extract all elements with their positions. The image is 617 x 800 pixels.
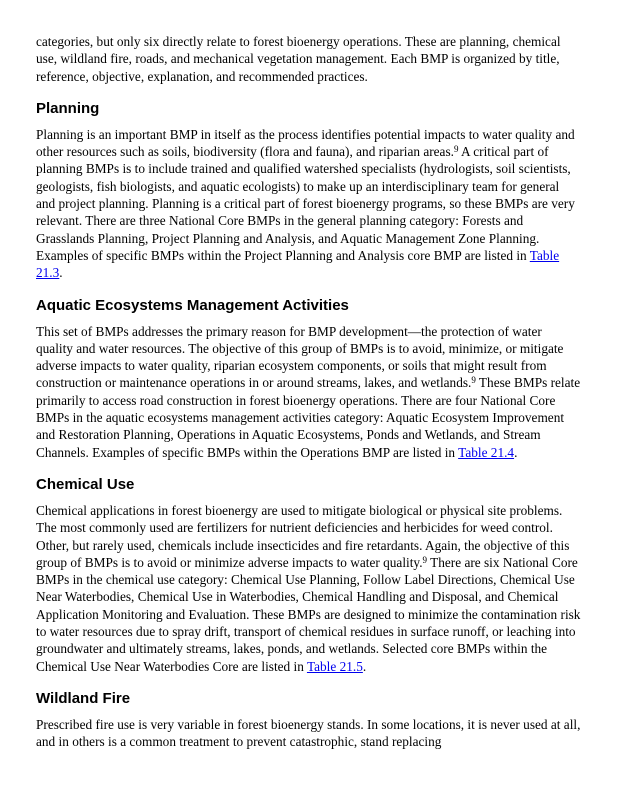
- table-21-5-link[interactable]: Table 21.5: [306, 658, 363, 674]
- aquatic-heading: Aquatic Ecosystems Management Activities: [36, 296, 349, 314]
- aquatic-text-3: .: [514, 444, 518, 460]
- footnote-ref-9: 9: [453, 144, 459, 155]
- aquatic-text-2: These BMPs relate primarily to access road construction in forest bioenergy operations. There are four National Core BMPs in the aquatic ecosystems management activities category: Aquatic Ecosystem Improvement and Restoration Planning, Operations in Aquatic Ecosystems, Ponds and Wetlands, and Stream Channels. Examples of specific BMPs within the Operations BMP are listed in: [36, 375, 581, 460]
- table-21-4-link[interactable]: Table 21.4: [458, 444, 515, 460]
- chemical-heading: Chemical Use: [36, 475, 135, 493]
- wildland-heading: Wildland Fire: [36, 689, 131, 707]
- table-21-3-link[interactable]: Table 21.3: [36, 247, 560, 281]
- footnote-ref-9: 9: [422, 554, 428, 565]
- chemical-text-1: Chemical applications in forest bioenergy are used to mitigate biological or physical site problems. The most commonly used are fertilizers for nutrient deficiencies and herbicides for weed control. Other, but rarely used, chemicals include insecticides and fire retardants. Again, the objective of this group of BMPs is to avoid or minimize adverse impacts to water quality.: [36, 502, 570, 570]
- planning-text-2: A critical part of planning BMPs is to include trained and qualified watershed specialists (hydrologists, soil scientists, geologists, fish biologists, and aquatic ecologists) to make up an interdisciplinary team for general and project planning. Planning is a critical part of forest bioenergy programs, so these BMPs are very relevant. There are three National Core BMPs in the general planning category: Forests and Grasslands Planning, Project Planning and Analysis, and Aquatic Management Zone Planning. Examples of specific BMPs within the Project Planning and Analysis core BMP are listed in: [36, 144, 575, 263]
- aquatic-text-1: This set of BMPs addresses the primary reason for BMP development—the protection of water quality and water resources. The objective of this group of BMPs is to avoid, minimize, or mitigate adverse impacts to water quality, riparian ecosystem components, or soils that might result from construction or maintenance operations in or around streams, lakes, and wetlands.: [36, 323, 564, 391]
- chemical-paragraph: [36, 502, 581, 675]
- intro-text: categories, but only six directly relate to forest bioenergy operations. These are planning, chemical use, wildland fire, roads, and mechanical vegetation management. Each BMP is organized by title, reference, objective, explanation, and recommended practices.: [36, 34, 561, 84]
- planning-paragraph: [36, 126, 581, 282]
- planning-heading: Planning: [36, 99, 100, 117]
- planning-text-3: .: [59, 265, 63, 281]
- chemical-text-3: .: [362, 658, 367, 674]
- planning-text-1: Planning is an important BMP in itself as the process identifies potential impacts to water quality and other resources such as soils, biodiversity (flora and fauna), and riparian areas.: [36, 126, 575, 160]
- chemical-text-2: There are six National Core BMPs in the chemical use category: Chemical Use Planning, Follow Label Directions, Chemical Use Near Waterbodies, Chemical Use in Waterbodies, Chemical Handling and Disposal, and Chemical Application Monitoring and Evaluation. These BMPs are designed to minimize the contamination risk to water resources due to spray drift, transport of chemical residues in surface runoff, or leaching into groundwater and ultimately streams, lakes, ponds, and wetlands. Selected core BMPs within the Chemical Use Near Waterbodies Core are listed in: [36, 554, 581, 674]
- footnote-ref-9: 9: [471, 375, 476, 386]
- wildland-paragraph: [36, 716, 581, 751]
- intro-paragraph: [36, 33, 581, 85]
- page-content: [36, 33, 581, 751]
- wildland-text-1: Prescribed fire use is very variable in forest bioenergy stands. In some locations, it is never used at all, and in others is a common treatment to prevent catastrophic, stand replacing: [36, 716, 581, 750]
- aquatic-paragraph: [36, 323, 581, 461]
